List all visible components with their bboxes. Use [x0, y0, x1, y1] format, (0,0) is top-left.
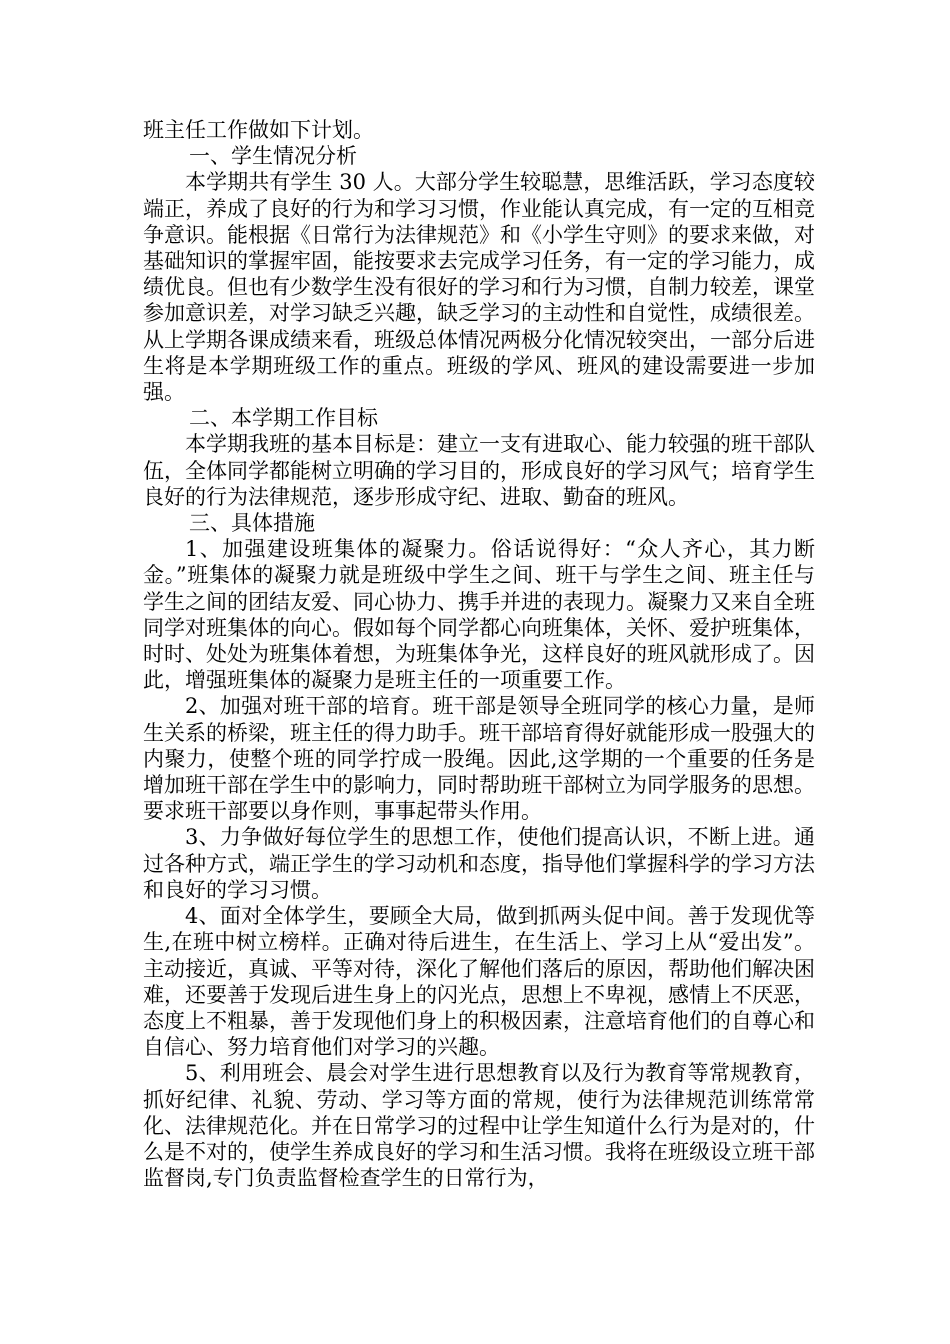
- paragraph-measure-2: 2、加强对班干部的培育。班干部是领导全班同学的核心力量，是师生关系的桥梁，班主任的得力助手。班干部培育得好就能形成一股强大的内聚力，使整个班的同学拧成一股绳。因此,这学期的一个重要的任务是增加班干部在学生中的影响力，同时帮助班干部树立为同学服务的思想。要求班干部要以身作则，事事起带头作用。: [143, 694, 815, 824]
- paragraph-semester-goals: 本学期我班的基本目标是：建立一支有进取心、能力较强的班干部队伍，全体同学都能树立明确的学习目的，形成良好的学习风气；培育学生良好的行为法律规范，逐步形成守纪、进取、勤奋的班风。: [143, 432, 815, 509]
- section-heading-semester-goals: 二、本学期工作目标: [189, 406, 378, 431]
- section-heading-measures: 三、具体措施: [189, 511, 315, 536]
- paragraph-measure-3: 3、力争做好每位学生的思想工作，使他们提高认识，不断上进。通过各种方式，端正学生的学习动机和态度，指导他们掌握科学的学习方法和良好的学习习惯。: [143, 825, 815, 902]
- paragraph-measure-4: 4、面对全体学生，要顾全大局，做到抓两头促中间。善于发现优等生,在班中树立榜样。正确对待后进生，在生活上、学习上从“爱出发”。主动接近，真诚、平等对待，深化了解他们落后的原因，帮助他们解决困难，还要善于发现后进生身上的闪光点，思想上不卑视，感情上不厌恶，态度上不粗暴，善于发现他们身上的积极因素，注意培育他们的自尊心和自信心、努力培育他们对学习的兴趣。: [143, 904, 815, 1060]
- paragraph-measure-5: 5、利用班会、晨会对学生进行思想教育以及行为教育等常规教育，抓好纪律、礼貌、劳动、学习等方面的常规，使行为法律规范训练常常化、法律规范化。并在日常学习的过程中让学生知道什么行为是对的，什么是不对的，使学生养成良好的学习和生活习惯。我将在班级设立班干部监督岗,专门负责监督检查学生的日常行为，: [143, 1061, 815, 1191]
- section-heading-student-analysis: 一、学生情况分析: [189, 144, 357, 169]
- paragraph-continuation: 班主任工作做如下计划。: [143, 118, 374, 142]
- paragraph-measure-1: 1、加强建设班集体的凝聚力。俗话说得好：“众人齐心，其力断金。”班集体的凝聚力就是班级中学生之间、班干与学生之间、班主任与学生之间的团结友爱、同心协力、携手并进的表现力。凝聚力又来自全班同学对班集体的向心。假如每个同学都心向班集体，关怀、爱护班集体，时时、处处为班集体着想，为班集体争光，这样良好的班风就形成了。因此，增强班集体的凝聚力是班主任的一项重要工作。: [143, 537, 815, 693]
- paragraph-student-analysis: 本学期共有学生 30 人。大部分学生较聪慧，思维活跃，学习态度较端正，养成了良好的行为和学习习惯，作业能认真完成，有一定的互相竞争意识。能根据《日常行为法律规范》和《小学生守则》的要求来做，对基础知识的掌握牢固，能按要求去完成学习任务，有一定的学习能力，成绩优良。但也有少数学生没有很好的学习和行为习惯，自制力较差，课堂参加意识差，对学习缺乏兴趣，缺乏学习的主动性和自觉性，成绩很差。从上学期各课成绩来看，班级总体情况两极分化情况较突出，一部分后进生将是本学期班级工作的重点。班级的学风、班风的建设需要进一步加强。: [143, 170, 815, 405]
- document-body: [143, 117, 815, 1191]
